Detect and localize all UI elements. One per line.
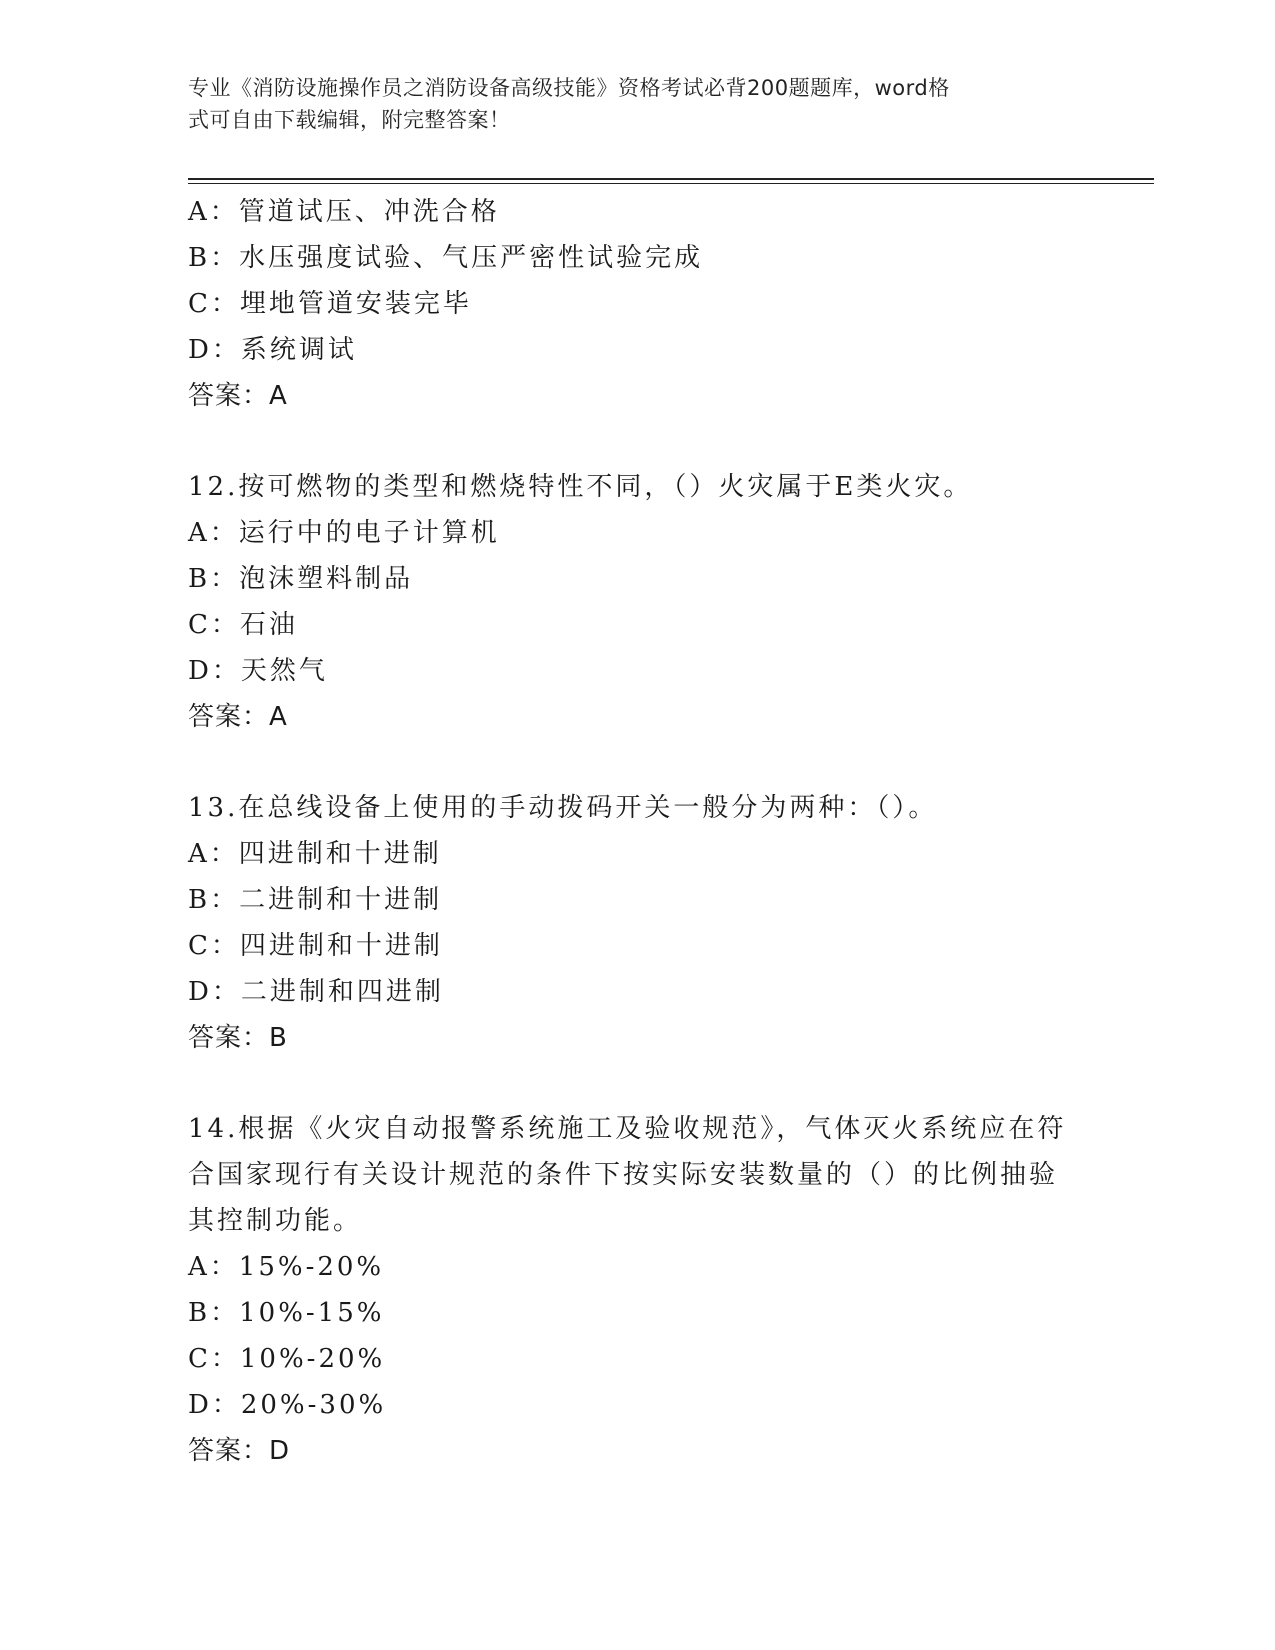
document-header bbox=[188, 72, 1068, 136]
question-block-12 bbox=[188, 464, 1088, 740]
question-text: 13.在总线设备上使用的手动拨码开关一般分为两种：（）。 bbox=[188, 793, 938, 823]
spacer bbox=[188, 419, 1088, 464]
option-c: C：石油 bbox=[188, 610, 298, 640]
option-b: B：10%-15% bbox=[188, 1298, 385, 1328]
option-a: A：运行中的电子计算机 bbox=[188, 518, 500, 548]
header-divider-thick bbox=[188, 178, 1154, 180]
answer-line: 答案：B bbox=[188, 1023, 288, 1053]
option-c: C：10%-20% bbox=[188, 1344, 386, 1374]
question-block-partial bbox=[188, 189, 1088, 419]
option-c: C：四进制和十进制 bbox=[188, 931, 443, 961]
question-block-14 bbox=[188, 1106, 1088, 1474]
option-d: D：天然气 bbox=[188, 656, 328, 686]
spacer bbox=[188, 1061, 1088, 1106]
option-c: C：埋地管道安装完毕 bbox=[188, 289, 472, 319]
header-divider-thin bbox=[188, 183, 1154, 184]
answer-line: 答案：A bbox=[188, 702, 288, 732]
question-block-13 bbox=[188, 785, 1088, 1061]
spacer bbox=[188, 740, 1088, 785]
answer-line: 答案：D bbox=[188, 1436, 291, 1466]
header-line-2: 式可自由下载编辑，附完整答案！ bbox=[188, 108, 511, 132]
option-b: B：泡沫塑料制品 bbox=[188, 564, 414, 594]
option-a: A：15%-20% bbox=[188, 1252, 385, 1282]
header-line-1: 专业《消防设施操作员之消防设备高级技能》资格考试必背200题题库，word格 bbox=[188, 76, 950, 100]
option-d: D：系统调试 bbox=[188, 335, 357, 365]
option-d: D：20%-30% bbox=[188, 1390, 387, 1420]
option-d: D：二进制和四进制 bbox=[188, 977, 444, 1007]
answer-line: 答案：A bbox=[188, 381, 288, 411]
option-a: A：四进制和十进制 bbox=[188, 839, 442, 869]
question-text-line-3: 其控制功能。 bbox=[188, 1206, 363, 1236]
option-a: A：管道试压、冲洗合格 bbox=[188, 197, 500, 227]
question-list bbox=[188, 189, 1088, 1474]
option-b: B：水压强度试验、气压严密性试验完成 bbox=[188, 243, 704, 273]
question-text: 12.按可燃物的类型和燃烧特性不同，（）火灾属于E类火灾。 bbox=[188, 472, 973, 502]
option-b: B：二进制和十进制 bbox=[188, 885, 443, 915]
question-text-line-2: 合国家现行有关设计规范的条件下按实际安装数量的（）的比例抽验 bbox=[188, 1160, 1059, 1190]
question-text-line-1: 14.根据《火灾自动报警系统施工及验收规范》，气体灭火系统应在符 bbox=[188, 1114, 1067, 1144]
